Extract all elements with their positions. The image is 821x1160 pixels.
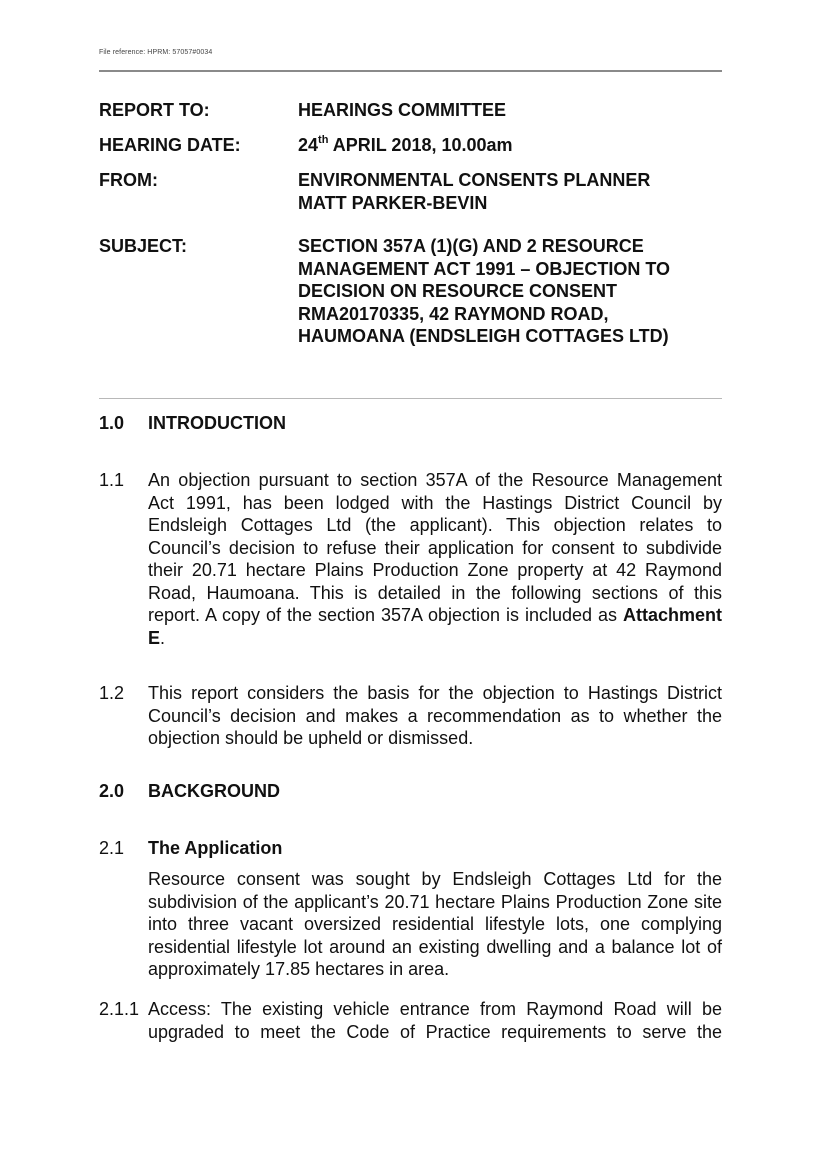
paragraph-1-1-text: An objection pursuant to section 357A of the Resource Management Act 1991, has been lodged with the Hastings District Council by Endsleigh Cottages Ltd (the applicant). This objection relates to Council’s decision to refuse their application for consent to subdivide their 20.71 hectare Plains Production Zone property at 42 Raymond Road, Haumoana. This is detailed in the following sections of this report. A copy of the section 357A objection is included as <box>148 470 722 625</box>
header-top-rule <box>99 70 722 72</box>
hearing-date-suffix: th <box>318 134 329 146</box>
paragraph-2-1: Resource consent was sought by Endsleigh Cottages Ltd for the subdivision of the applicant’s 20.71 hectare Plains Production Zone site into three vacant oversized residential lifestyle lots, one complying residential lifestyle lot around an existing dwelling and a balance lot of approximately 17.85 hectares in area. <box>148 869 722 979</box>
from-line-2: MATT PARKER-BEVIN <box>298 192 488 213</box>
from-label: FROM: <box>99 170 158 190</box>
paragraph-1-2: This report considers the basis for the objection to Hastings District Council’s decision and makes a recommendation as to whether the objection should be upheld or dismissed. <box>148 683 722 748</box>
header-divider <box>99 398 722 399</box>
hearing-date-value <box>298 134 723 157</box>
section-1-title: INTRODUCTION <box>148 413 286 433</box>
paragraph-1-1-number: 1.1 <box>99 470 125 490</box>
file-reference: File reference: HPRM: 57057#0034 <box>99 49 213 56</box>
paragraph-2-1-number: 2.1 <box>99 838 125 858</box>
from-value <box>298 169 723 214</box>
report-to-label: REPORT TO: <box>99 100 210 120</box>
paragraph-1-1-end: . <box>160 627 166 648</box>
from-line-1: ENVIRONMENTAL CONSENTS PLANNER <box>298 170 651 190</box>
paragraph-1-1 <box>148 469 722 649</box>
section-2-title: BACKGROUND <box>148 781 280 801</box>
paragraph-2-1-title: The Application <box>148 838 283 858</box>
paragraph-1-2-number: 1.2 <box>99 683 125 703</box>
subject-value: SECTION 357A (1)(G) AND 2 RESOURCE MANAGEMENT ACT 1991 – OBJECTION TO DECISION ON RESOURCE CONSENT RMA20170335, 42 RAYMOND ROAD, HAUMOANA (ENDSLEIGH COTTAGES LTD) <box>298 236 671 346</box>
paragraph-2-1-1: Access: The existing vehicle entrance from Raymond Road will be upgraded to meet the Code of Practice requirements to serve the <box>148 999 722 1042</box>
paragraph-2-1-1-number: 2.1.1 <box>99 999 140 1019</box>
subject-label: SUBJECT: <box>99 236 188 256</box>
hearing-date-day: 24 <box>298 135 319 155</box>
attachment-e-reference: Attachment E <box>148 605 722 648</box>
hearing-date-label: HEARING DATE: <box>99 135 241 155</box>
hearing-date-rest: APRIL 2018, 10.00am <box>328 135 513 155</box>
section-2-number: 2.0 <box>99 781 125 801</box>
report-to-value: HEARINGS COMMITTEE <box>298 100 507 120</box>
section-1-number: 1.0 <box>99 413 125 433</box>
